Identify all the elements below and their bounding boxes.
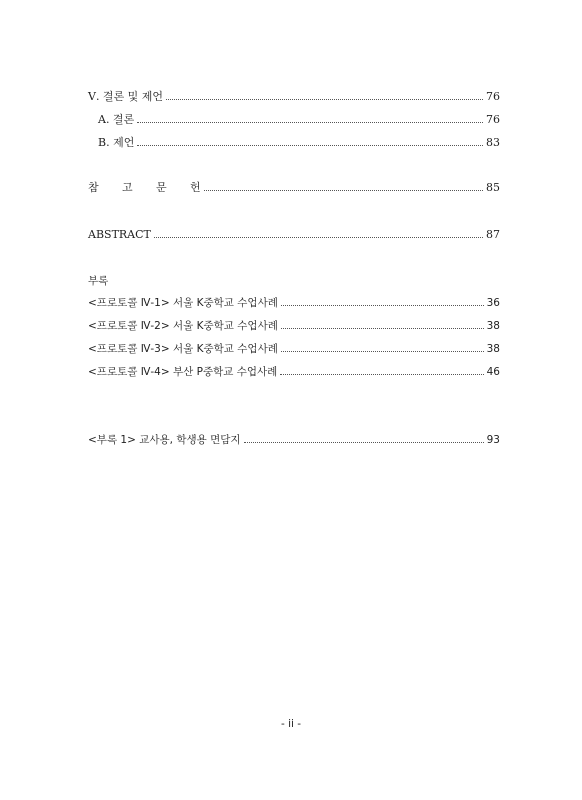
toc-entry-page: 38: [486, 320, 500, 332]
dot-leader: [137, 145, 483, 146]
dot-leader: [137, 122, 483, 123]
toc-entry-page: 76: [486, 90, 500, 103]
references-char: 문: [156, 181, 167, 194]
page-number-footer: - ii -: [280, 718, 302, 730]
toc-entry-page: 36: [486, 297, 500, 309]
toc-entry-label: ABSTRACT: [88, 228, 151, 241]
dot-leader: [281, 351, 484, 352]
toc-entry-label: <프로토콜 Ⅳ-3> 서울 K중학교 수업사례: [88, 343, 278, 355]
toc-entry-label: <부록 1> 교사용, 학생용 면담지: [88, 434, 241, 446]
toc-entry-page: 38: [486, 343, 500, 355]
toc-entry-references: [88, 179, 500, 195]
toc-entry-page: 85: [486, 181, 500, 194]
dot-leader: [281, 305, 484, 306]
toc-entry-label: B. 제언: [98, 136, 135, 149]
dot-leader: [281, 328, 484, 329]
toc-entry-conclusion-b: [88, 134, 500, 150]
toc-entry-abstract: [88, 226, 500, 242]
dot-leader: [244, 442, 484, 443]
toc-entry-appendix-item: [88, 340, 500, 356]
toc-entry-page: 93: [486, 434, 500, 446]
toc-entry-label: A. 결론: [98, 113, 135, 126]
references-char: 고: [122, 181, 133, 194]
dot-leader: [204, 190, 483, 191]
toc-entry-appendix-item: [88, 363, 500, 379]
references-char: 헌: [190, 181, 201, 194]
toc-entry-appendix-item: [88, 317, 500, 333]
appendix-heading: 부록: [88, 275, 109, 287]
references-char: 참: [88, 181, 99, 194]
dot-leader: [154, 237, 483, 238]
toc-entry-appendix-extra: [88, 431, 500, 447]
dot-leader: [280, 374, 483, 375]
toc-entry-label: [88, 181, 201, 195]
toc-entry-page: 83: [486, 136, 500, 149]
toc-entry-page: 87: [486, 228, 500, 241]
toc-entry-label: Ⅴ. 결론 및 제언: [88, 90, 164, 103]
dot-leader: [166, 99, 483, 100]
toc-entry-label: <프로토콜 Ⅳ-2> 서울 K중학교 수업사례: [88, 320, 278, 332]
toc-entry-label: <프로토콜 Ⅳ-4> 부산 P중학교 수업사례: [88, 366, 278, 378]
toc-entry-appendix-item: [88, 294, 500, 310]
toc-entry-page: 46: [486, 366, 500, 378]
toc-entry-conclusion: [88, 88, 500, 104]
toc-entry-page: 76: [486, 113, 500, 126]
toc-entry-label: <프로토콜 Ⅳ-1> 서울 K중학교 수업사례: [88, 297, 278, 309]
toc-entry-conclusion-a: [88, 111, 500, 127]
